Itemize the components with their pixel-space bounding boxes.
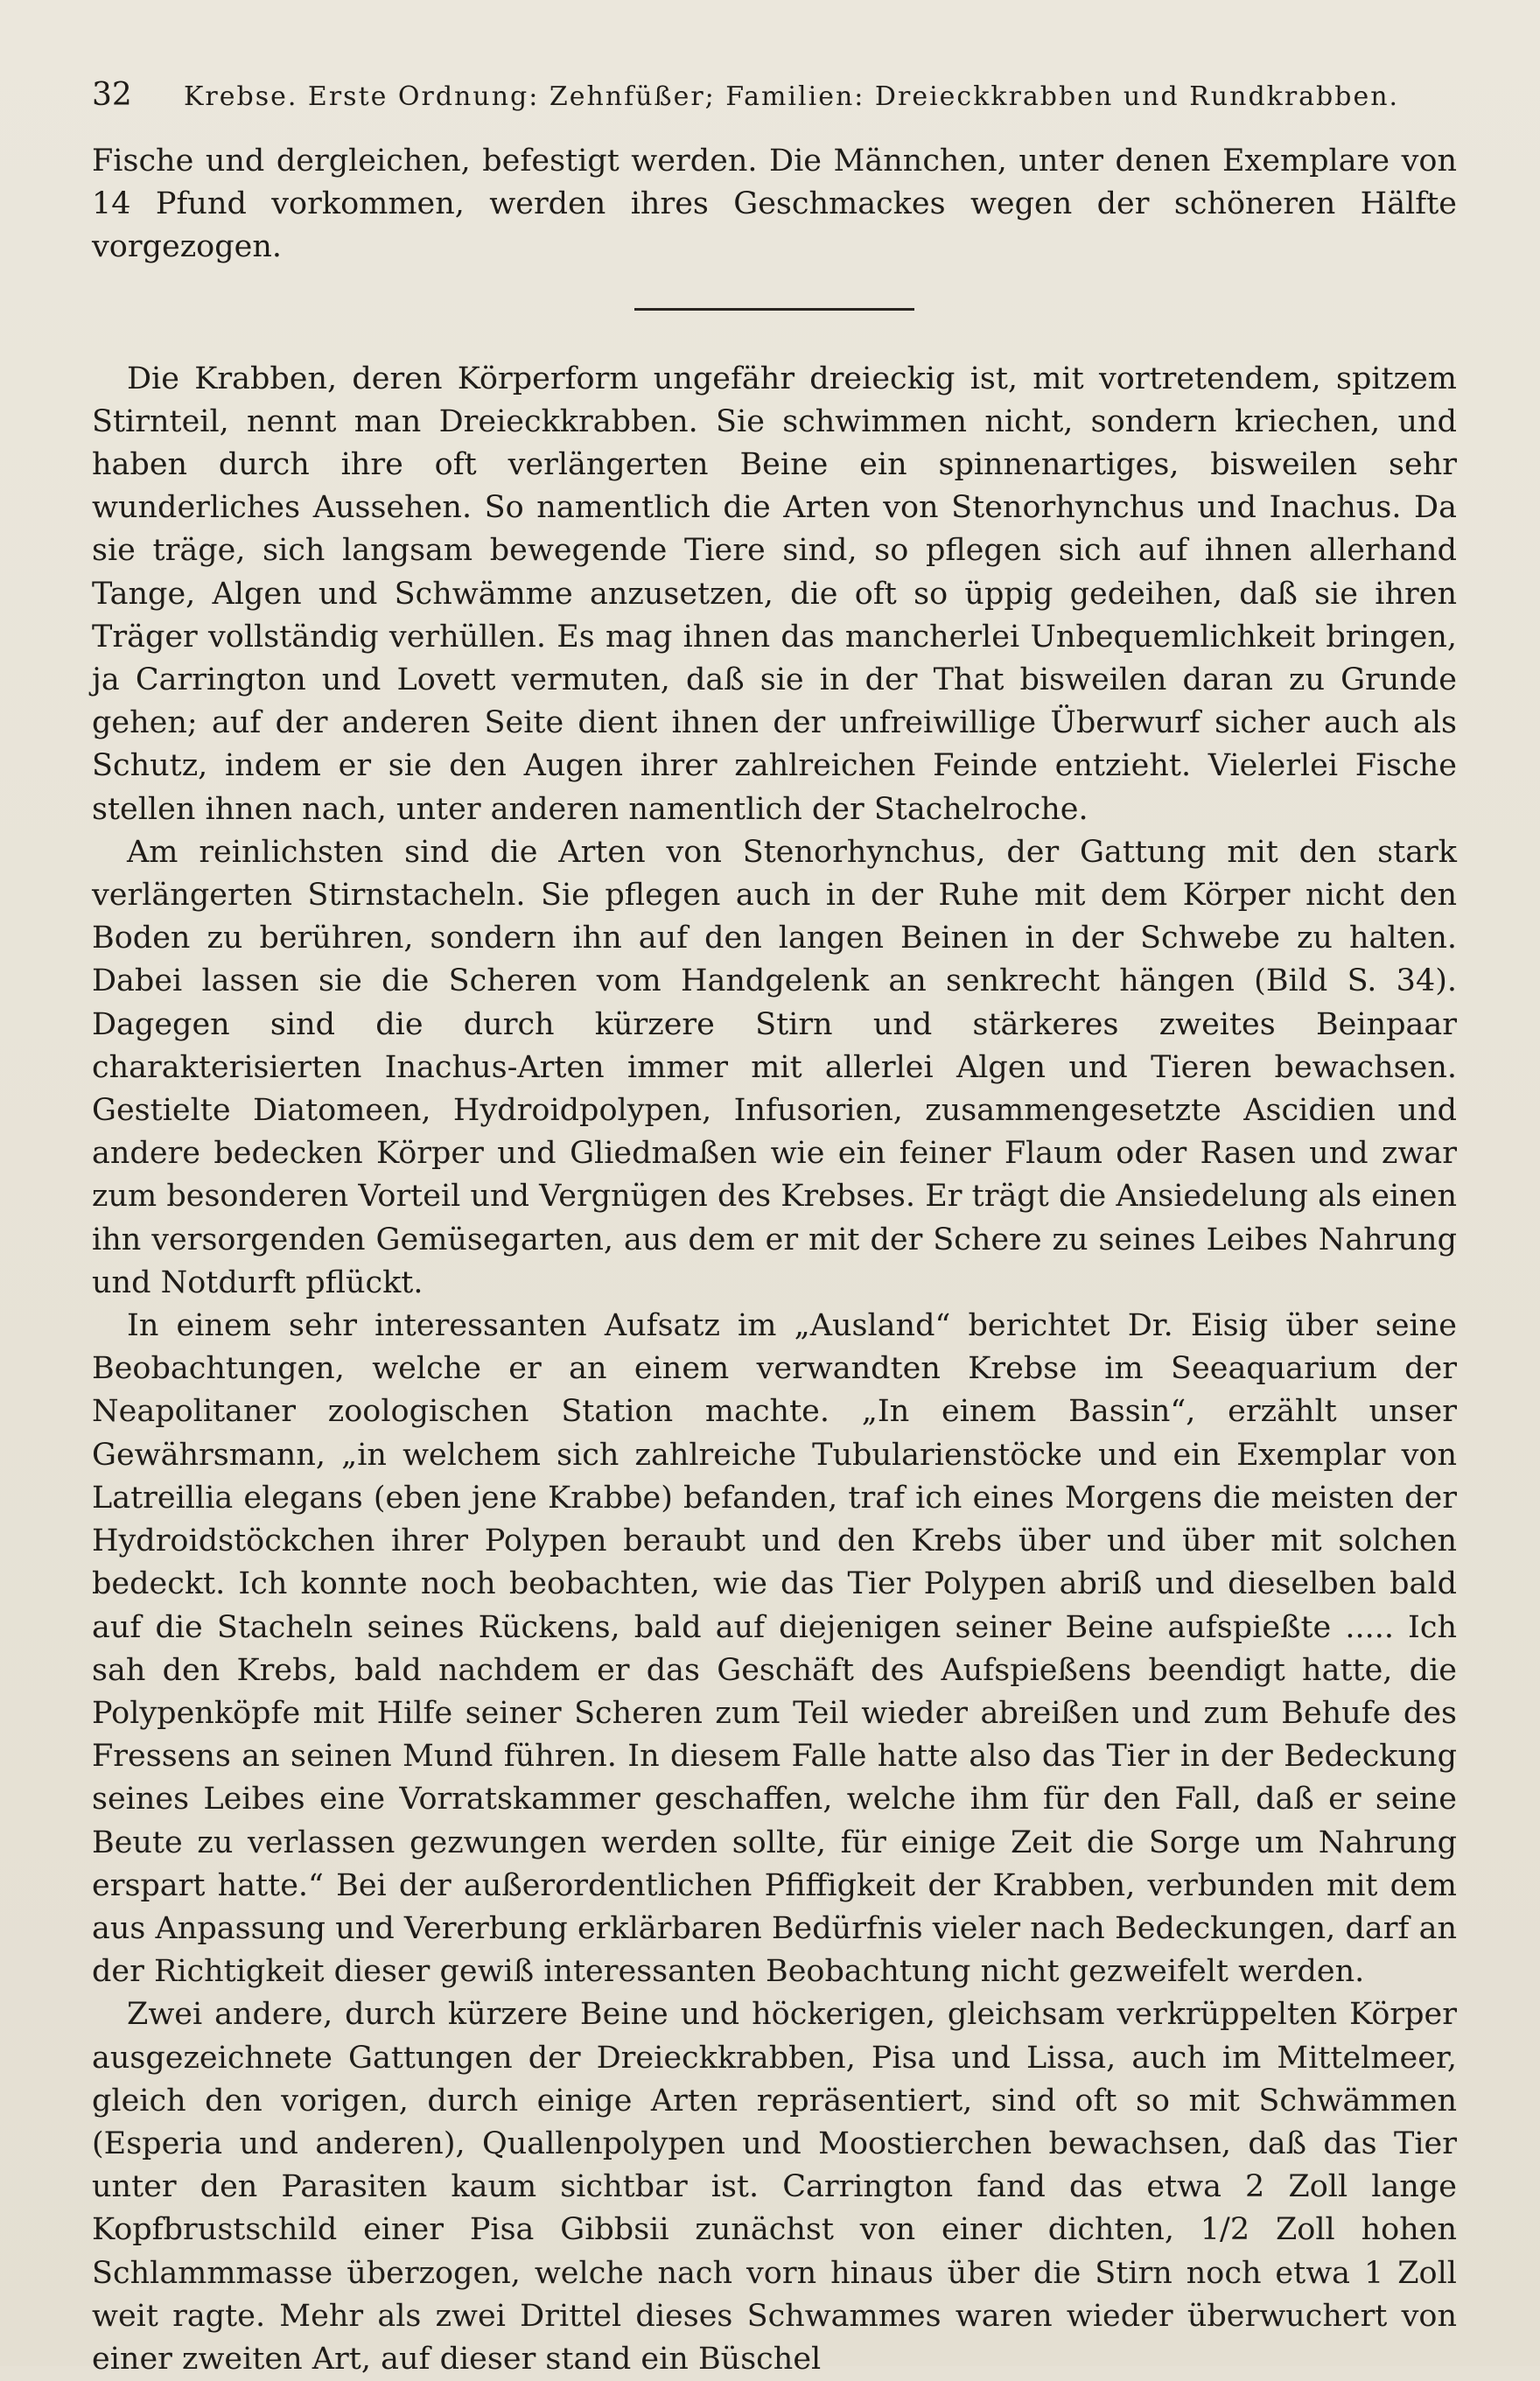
paragraph-stenorhynchus: Am reinlichsten sind die Arten von Stenorhynchus, der Gattung mit den stark verlängerten Stirnstacheln. Sie pflegen auch in der Ruhe mit dem Körper nicht den Boden zu berühren, sondern ihn auf den langen Beinen in der Schwebe zu halten. Dabei lassen sie die Scheren vom Handgelenk an senkrecht hängen (Bild S. 34). Dagegen sind die durch kürzere Stirn und stärkeres zweites Beinpaar charakterisierten Inachus-Arten immer mit allerlei Algen und Tieren bewachsen. Gestielte Diatomeen, Hydroidpolypen, Infusorien, zusammengesetzte Ascidien und andere bedecken Körper und Gliedmaßen wie ein feiner Flaum oder Rasen und zwar zum besonderen Vorteil und Vergnügen des Krebses. Er trägt die Ansiedelung als einen ihn versorgenden Gemüsegarten, aus dem er mit der Schere zu seines Leibes Nahrung und Notdurft pflückt. [92,834,1457,1300]
body-text [92,140,1457,2381]
paragraph-dreieckkrabben: Die Krabben, deren Körperform ungefähr dreieckig ist, mit vortretendem, spitzem Stirnteil, nennt man Dreieckkrabben. Sie schwimmen nicht, sondern kriechen, und haben durch ihre oft verlängerten Beine ein spinnenartiges, bisweilen sehr wunderliches Aussehen. So namentlich die Arten von Stenorhynchus und Inachus. Da sie träge, sich langsam bewegende Tiere sind, so pflegen sich auf ihnen allerhand Tange, Algen und Schwämme anzusetzen, die oft so üppig gedeihen, daß sie ihren Träger vollständig verhüllen. Es mag ihnen das mancherlei Unbequemlichkeit bringen, ja Carrington und Lovett vermuten, daß sie in der That bisweilen daran zu Grunde gehen; auf der anderen Seite dient ihnen der unfreiwillige Überwurf sicher auch als Schutz, indem er sie den Augen ihrer zahlreichen Feinde entzieht. Vielerlei Fische stellen ihnen nach, unter anderen namentlich der Stachelroche. [92,361,1457,827]
page-header [92,77,1457,121]
section-separator [634,308,914,311]
paragraph-eisig-observation: In einem sehr interessanten Aufsatz im „Ausland“ berichtet Dr. Eisig über seine Beobachtungen, welche er an einem verwandten Krebse im Seeaquarium der Neapolitaner zoologischen Station machte. „In einem Bassin“, erzählt unser Gewährsmann, „in welchem sich zahlreiche Tubularienstöcke und ein Exemplar von Latreillia elegans (eben jene Krabbe) befanden, traf ich eines Morgens die meisten der Hydroidstöckchen ihrer Polypen beraubt und den Krebs über und über mit solchen bedeckt. Ich konnte noch beobachten, wie das Tier Polypen abriß und dieselben bald auf die Stacheln seines Rückens, bald auf diejenigen seiner Beine aufspießte ..... Ich sah den Krebs, bald nachdem er das Geschäft des Aufspießens beendigt hatte, die Polypenköpfe mit Hilfe seiner Scheren zum Teil wieder abreißen und zum Behufe des Fressens an seinen Mund führen. In diesem Falle hatte also das Tier in der Bedeckung seines Leibes eine Vorratskammer geschaffen, welche ihm für den Fall, daß er seine Beute zu verlassen gezwungen werden sollte, für einige Zeit die Sorge um Nahrung erspart hatte.“ Bei der außerordentlichen Pfiffigkeit der Krabben, verbunden mit dem aus Anpassung und Vererbung erklärbaren Bedürfnis vieler nach Bedeckungen, darf an der Richtigkeit dieser gewiß interessanten Beobachtung nicht gezweifelt werden. [92,1308,1457,1990]
running-head: Krebse. Erste Ordnung: Zehnfüßer; Familien: Dreieckkrabben und Rundkrabben. [184,81,1400,112]
page-number: 32 [92,77,132,113]
paragraph-pisa-lissa: Zwei andere, durch kürzere Beine und höckerigen, gleichsam verkrüppelten Körper ausgezeichnete Gattungen der Dreieckkrabben, Pisa und Lissa, auch im Mittelmeer, gleich den vorigen, durch einige Arten repräsentiert, sind oft so mit Schwämmen (Esperia und anderen), Quallenpolypen und Moostierchen bewachsen, daß das Tier unter den Parasiten kaum sichtbar ist. Carrington fand das etwa 2 Zoll lange Kopfbrustschild einer Pisa Gibbsii zunächst von einer dichten, 1/2 Zoll hohen Schlammmasse überzogen, welche nach vorn hinaus über die Stirn noch etwa 1 Zoll weit ragte. Mehr als zwei Drittel dieses Schwammes waren wieder überwuchert von einer zweiten Art, auf dieser stand ein Büschel [92,1997,1457,2377]
paragraph-continuation: Fische und dergleichen, befestigt werden. Die Männchen, unter denen Exemplare von 14 Pfund vorkommen, werden ihres Geschmackes wegen der schöneren Hälfte vorgezogen. [92,144,1457,265]
